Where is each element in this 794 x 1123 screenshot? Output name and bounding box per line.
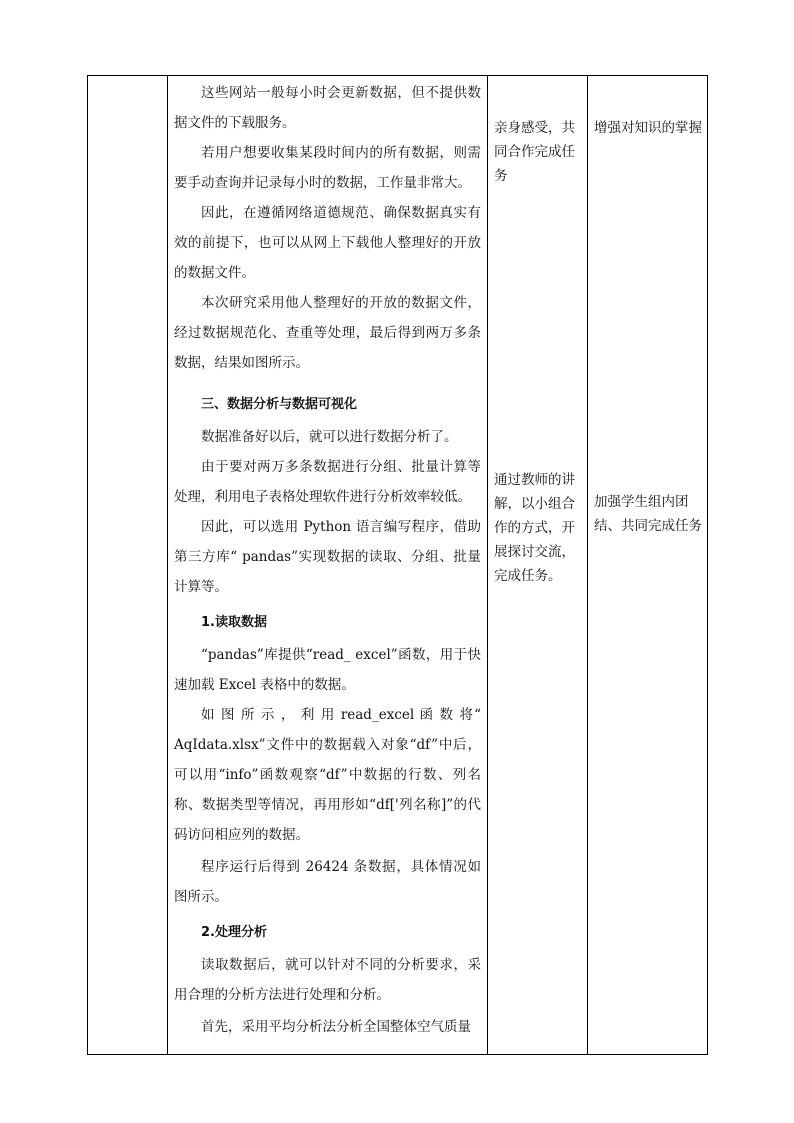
activity-text: 通过教师的讲解，以小组合作的方式，开展探讨交流，完成任务。 xyxy=(494,472,575,584)
paragraph: 程序运行后得到 26424 条数据，具体情况如图所示。 xyxy=(174,859,481,905)
paragraph: 因此，在遵循网络道德规范、确保数据真实有效的前提下，也可以从网上下载他人整理好的开放的数据文件。 xyxy=(174,205,481,281)
paragraph: 若用户想要收集某段时间内的所有数据，则需要手动查询并记录每小时的数据，工作量非常大。 xyxy=(174,145,481,191)
paragraph: 如 图 所 示 ， 利 用 read_excel 函 数 将“ AqIdata.xlsx”文件中的数据载入对象“df”中后，可以用“info”函数观察“df”中数据的行数、列名称、数据类型等情况，再用形如“df['列名称]”的代码访问相应列的数据。 xyxy=(174,707,481,843)
activity-cell xyxy=(488,76,588,1055)
activity-text: 亲身感受，共同合作完成任务 xyxy=(494,120,575,184)
paragraph: 数据准备好以后，就可以进行数据分析了。 xyxy=(201,429,458,445)
content-cell xyxy=(168,76,488,1055)
phase-cell xyxy=(88,76,168,1055)
paragraph: “pandas”库提供“read_ excel”函数，用于快速加载 Excel 表格中的数据。 xyxy=(174,647,481,693)
paragraph: 读取数据后，就可以针对不同的分析要求，采用合理的分析方法进行处理和分析。 xyxy=(174,957,481,1003)
intent-cell xyxy=(588,76,708,1055)
section-heading: 三、数据分析与数据可视化 xyxy=(201,397,358,412)
lesson-plan-table xyxy=(87,75,708,1055)
subsection-heading: 1.读取数据 xyxy=(201,615,267,630)
intent-text: 加强学生组内团结、共同完成任务 xyxy=(594,494,702,534)
intent-text: 增强对知识的掌握 xyxy=(594,120,702,136)
subsection-heading: 2.处理分析 xyxy=(201,925,267,940)
paragraph: 由于要对两万多条数据进行分组、批量计算等处理，利用电子表格处理软件进行分析效率较低。 xyxy=(174,459,481,505)
paragraph: 因此，可以选用 Python 语言编写程序，借助第三方库“ pandas”实现数据的读取、分组、批量计算等。 xyxy=(174,519,481,595)
paragraph: 这些网站一般每小时会更新数据，但不提供数据文件的下载服务。 xyxy=(174,85,481,131)
paragraph: 本次研究采用他人整理好的开放的数据文件，经过数据规范化、查重等处理，最后得到两万多条数据，结果如图所示。 xyxy=(174,295,481,371)
paragraph: 首先，采用平均分析法分析全国整体空气质量 xyxy=(201,1019,471,1035)
